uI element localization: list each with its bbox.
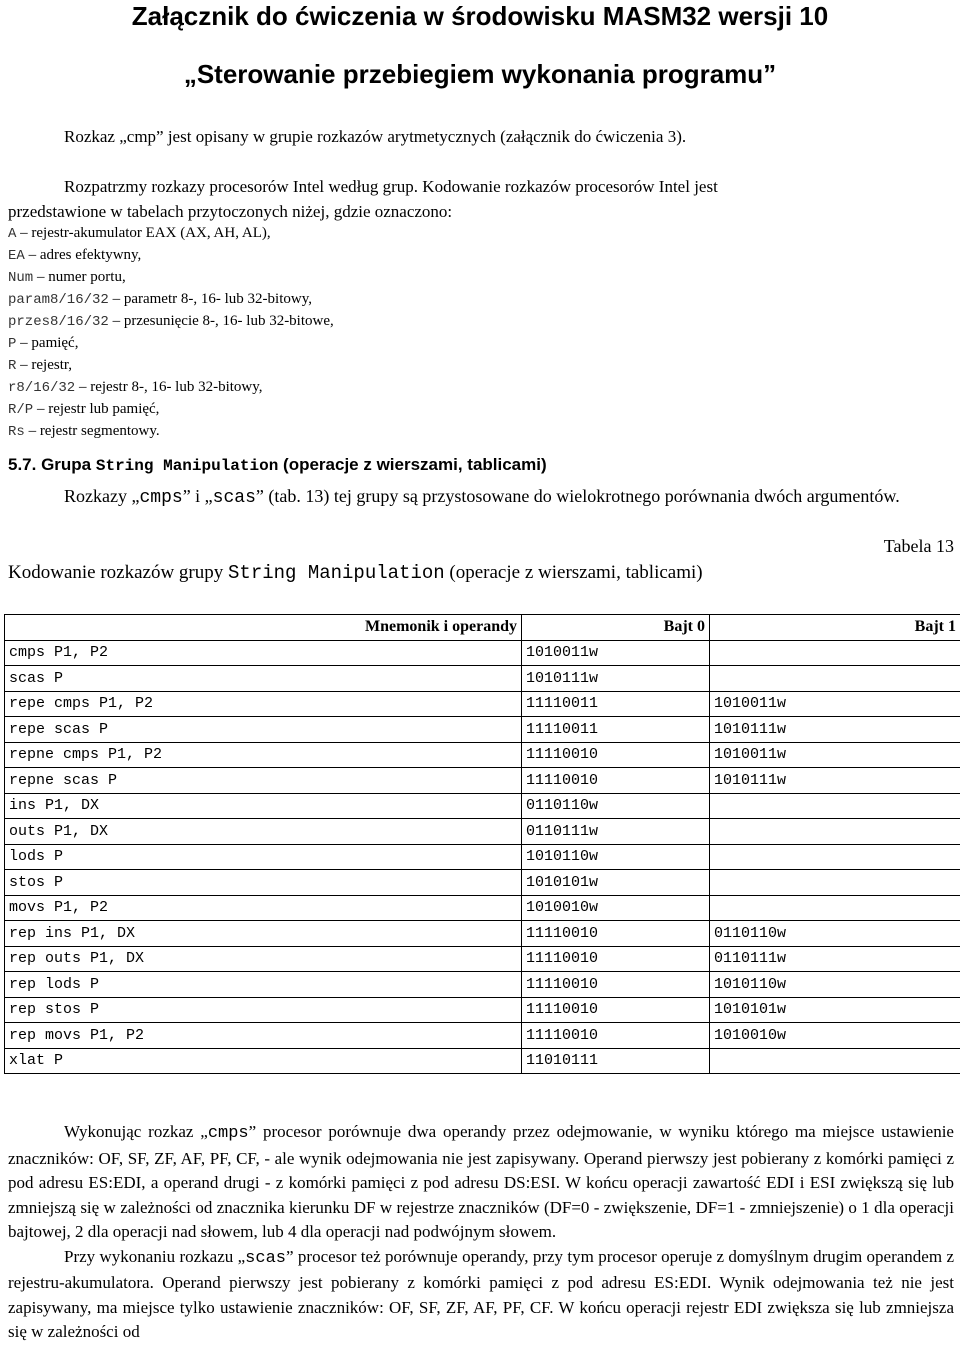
byte1-cell	[710, 666, 960, 692]
header-mnemonic: Mnemonik i operandy	[5, 615, 522, 641]
table-row	[5, 1023, 960, 1049]
byte1-cell: 1010010w	[710, 1023, 960, 1049]
section-paragraph	[8, 484, 952, 511]
table-row	[5, 1048, 960, 1074]
intro-paragraph-1: Rozkaz „cmp” jest opisany w grupie rozkazów arytmetycznych (załącznik do ćwiczenia 3).	[64, 127, 687, 146]
byte0-cell: 11110010	[522, 972, 710, 998]
definition-item	[8, 354, 334, 376]
definition-desc: – rejestr segmentowy.	[24, 423, 160, 439]
definition-term: R/P	[8, 402, 34, 418]
definition-item	[8, 420, 334, 442]
table-row	[5, 717, 960, 743]
byte0-cell: 11110010	[522, 768, 710, 794]
section-code: String Manipulation	[95, 457, 279, 475]
byte1-cell: 1010101w	[710, 997, 960, 1023]
table-row	[5, 691, 960, 717]
definition-desc: – numer portu,	[33, 269, 126, 285]
byte1-cell: 1010110w	[710, 972, 960, 998]
mnemonic-cell: repne cmps P1, P2	[5, 742, 522, 768]
byte0-cell: 1010110w	[522, 844, 710, 870]
intro-paragraph-2	[8, 174, 952, 224]
section-heading	[8, 452, 547, 479]
byte0-cell: 11110010	[522, 742, 710, 768]
table-header-row	[5, 615, 960, 641]
mnemonic-cell: rep ins P1, DX	[5, 921, 522, 947]
table-number: Tabela 13	[883, 536, 954, 556]
byte1-cell: 0110111w	[710, 946, 960, 972]
byte0-cell: 0110111w	[522, 819, 710, 845]
intro-line-1: Rozpatrzmy rozkazy procesorów Intel według grup. Kodowanie rozkazów procesorów Intel jest	[64, 177, 718, 196]
definition-item	[8, 310, 334, 332]
table-row	[5, 895, 960, 921]
definition-desc: – rejestr-akumulator EAX (AX, AH, AL),	[16, 225, 271, 241]
byte0-cell: 11110011	[522, 717, 710, 743]
byte0-cell: 11110010	[522, 946, 710, 972]
table-caption	[8, 560, 703, 586]
byte1-cell	[710, 1048, 960, 1074]
byte1-cell: 1010111w	[710, 717, 960, 743]
document-subtitle: „Sterowanie przebiegiem wykonania programu”	[183, 59, 777, 89]
section-number: 5.7. Grupa	[8, 455, 96, 474]
definition-item	[8, 376, 334, 398]
mnemonic-cell: scas P	[5, 666, 522, 692]
header-byte1: Bajt 1	[710, 615, 960, 641]
definition-item	[8, 266, 334, 288]
text-fragment: ” i „	[182, 486, 213, 506]
text-fragment: Wykonując rozkaz „	[64, 1122, 208, 1141]
definitions-list	[8, 222, 334, 442]
definition-term: Num	[8, 270, 34, 286]
text-fragment: Przy wykonaniu rozkazu „	[64, 1246, 246, 1266]
mnemonic-cell: cmps P1, P2	[5, 640, 522, 666]
definition-term: P	[8, 336, 17, 352]
mnemonic-cell: rep stos P	[5, 997, 522, 1023]
definition-desc: – adres efektywny,	[24, 247, 142, 263]
header-byte0: Bajt 0	[522, 615, 710, 641]
byte0-cell: 1010011w	[522, 640, 710, 666]
table-row	[5, 946, 960, 972]
caption-text: (operacje z wierszami, tablicami)	[444, 562, 703, 583]
byte0-cell: 1010101w	[522, 870, 710, 896]
byte1-cell	[710, 793, 960, 819]
table-row	[5, 972, 960, 998]
table-row	[5, 742, 960, 768]
table-row	[5, 768, 960, 794]
definition-term: param8/16/32	[8, 292, 109, 308]
mnemonic-cell: movs P1, P2	[5, 895, 522, 921]
byte1-cell	[710, 819, 960, 845]
byte0-cell: 11110010	[522, 1023, 710, 1049]
table-row	[5, 640, 960, 666]
encoding-table	[4, 614, 960, 1074]
definition-term: R	[8, 358, 17, 374]
byte0-cell: 11110010	[522, 921, 710, 947]
byte1-cell	[710, 870, 960, 896]
byte1-cell: 0110110w	[710, 921, 960, 947]
paragraph-cmps	[8, 1120, 954, 1245]
document-title: Załącznik do ćwiczenia w środowisku MASM32 wersji 10	[131, 1, 829, 31]
definition-term: A	[8, 226, 17, 242]
text-fragment: ” (tab. 13) tej grupy są przystosowane do wielokrotnego porównania dwóch argumentów.	[255, 486, 900, 506]
definition-desc: – rejestr,	[16, 357, 73, 373]
table-row	[5, 793, 960, 819]
code-fragment: scas	[245, 1248, 286, 1268]
definition-item	[8, 244, 334, 266]
table-row	[5, 870, 960, 896]
table-row	[5, 921, 960, 947]
caption-code: String Manipulation	[228, 562, 445, 584]
mnemonic-cell: rep lods P	[5, 972, 522, 998]
definition-item	[8, 288, 334, 310]
code-fragment: cmps	[139, 488, 183, 508]
table-row	[5, 819, 960, 845]
mnemonic-cell: lods P	[5, 844, 522, 870]
definition-item	[8, 398, 334, 420]
body-text	[8, 1120, 954, 1345]
code-fragment: cmps	[207, 1124, 249, 1143]
table-row	[5, 844, 960, 870]
intro-line-2: przedstawione w tabelach przytoczonych niżej, gdzie oznaczono:	[8, 202, 453, 221]
text-fragment: ” procesor też porównuje operandy, przy tym procesor operuje z domyślnym drugim operandem z rejestru-akumulatora. Operand pierwszy jest pobierany z komórki pamięci z pod adresu ES:EDI. Wynik odejmowania też nie jest zapisywany, ma miejsce tylko ustawienie znaczników: OF, SF, ZF, AF, PF, CF. W końcu operacji rejestr EDI zwiększa się lub zmniejsza się w zależności od	[8, 1246, 954, 1341]
mnemonic-cell: rep movs P1, P2	[5, 1023, 522, 1049]
mnemonic-cell: rep outs P1, DX	[5, 946, 522, 972]
mnemonic-cell: ins P1, DX	[5, 793, 522, 819]
definition-term: przes8/16/32	[8, 314, 109, 330]
definition-term: r8/16/32	[8, 380, 76, 396]
definition-item	[8, 222, 334, 244]
byte0-cell: 11110011	[522, 691, 710, 717]
paragraph-scas	[8, 1245, 954, 1345]
mnemonic-cell: repne scas P	[5, 768, 522, 794]
code-fragment: scas	[212, 488, 256, 508]
byte1-cell: 1010011w	[710, 742, 960, 768]
byte0-cell: 11110010	[522, 997, 710, 1023]
text-fragment: ” procesor porównuje dwa operandy przez odejmowanie, w wyniku którego ma miejsce ustawienie znaczników: OF, SF, ZF, AF, PF, CF, - ale wynik odejmowania nie jest zapisywany. Operand pierwszy jest pobierany z komórki pamięci z pod adresu ES:EDI, a operand drugi - z komórki pamięci z pod adresu DS:ESI. W końcu operacji zawartość EDI i ESI zwiększą się lub zmniejszą się w zależności od znacznika kierunku DF w rejestrze znaczników (DF=0 - zwiększenie, DF=1 - zmniejszenie) o 1 dla operacji bajtowej, 2 dla operacji nad słowem, lub 4 dla operacji nad podwójnym słowem.	[8, 1122, 954, 1241]
caption-text: Kodowanie rozkazów grupy	[8, 562, 229, 583]
definition-term: EA	[8, 248, 25, 264]
definition-item	[8, 332, 334, 354]
mnemonic-cell: repe scas P	[5, 717, 522, 743]
byte0-cell: 1010010w	[522, 895, 710, 921]
definition-desc: – parametr 8-, 16- lub 32-bitowy,	[108, 291, 312, 307]
byte1-cell: 1010111w	[710, 768, 960, 794]
byte0-cell: 1010111w	[522, 666, 710, 692]
section-rest: (operacje z wierszami, tablicami)	[278, 455, 547, 474]
byte1-cell	[710, 895, 960, 921]
byte0-cell: 0110110w	[522, 793, 710, 819]
definition-desc: – przesunięcie 8-, 16- lub 32-bitowe,	[108, 313, 334, 329]
definition-term: Rs	[8, 424, 25, 440]
byte0-cell: 11010111	[522, 1048, 710, 1074]
mnemonic-cell: repe cmps P1, P2	[5, 691, 522, 717]
definition-desc: – rejestr 8-, 16- lub 32-bitowy,	[75, 379, 263, 395]
byte1-cell	[710, 640, 960, 666]
mnemonic-cell: xlat P	[5, 1048, 522, 1074]
table-row	[5, 997, 960, 1023]
table-row	[5, 666, 960, 692]
definition-desc: – rejestr lub pamięć,	[33, 401, 160, 417]
definition-desc: – pamięć,	[16, 335, 79, 351]
text-fragment: Rozkazy „	[64, 486, 140, 506]
byte1-cell: 1010011w	[710, 691, 960, 717]
mnemonic-cell: outs P1, DX	[5, 819, 522, 845]
byte1-cell	[710, 844, 960, 870]
mnemonic-cell: stos P	[5, 870, 522, 896]
